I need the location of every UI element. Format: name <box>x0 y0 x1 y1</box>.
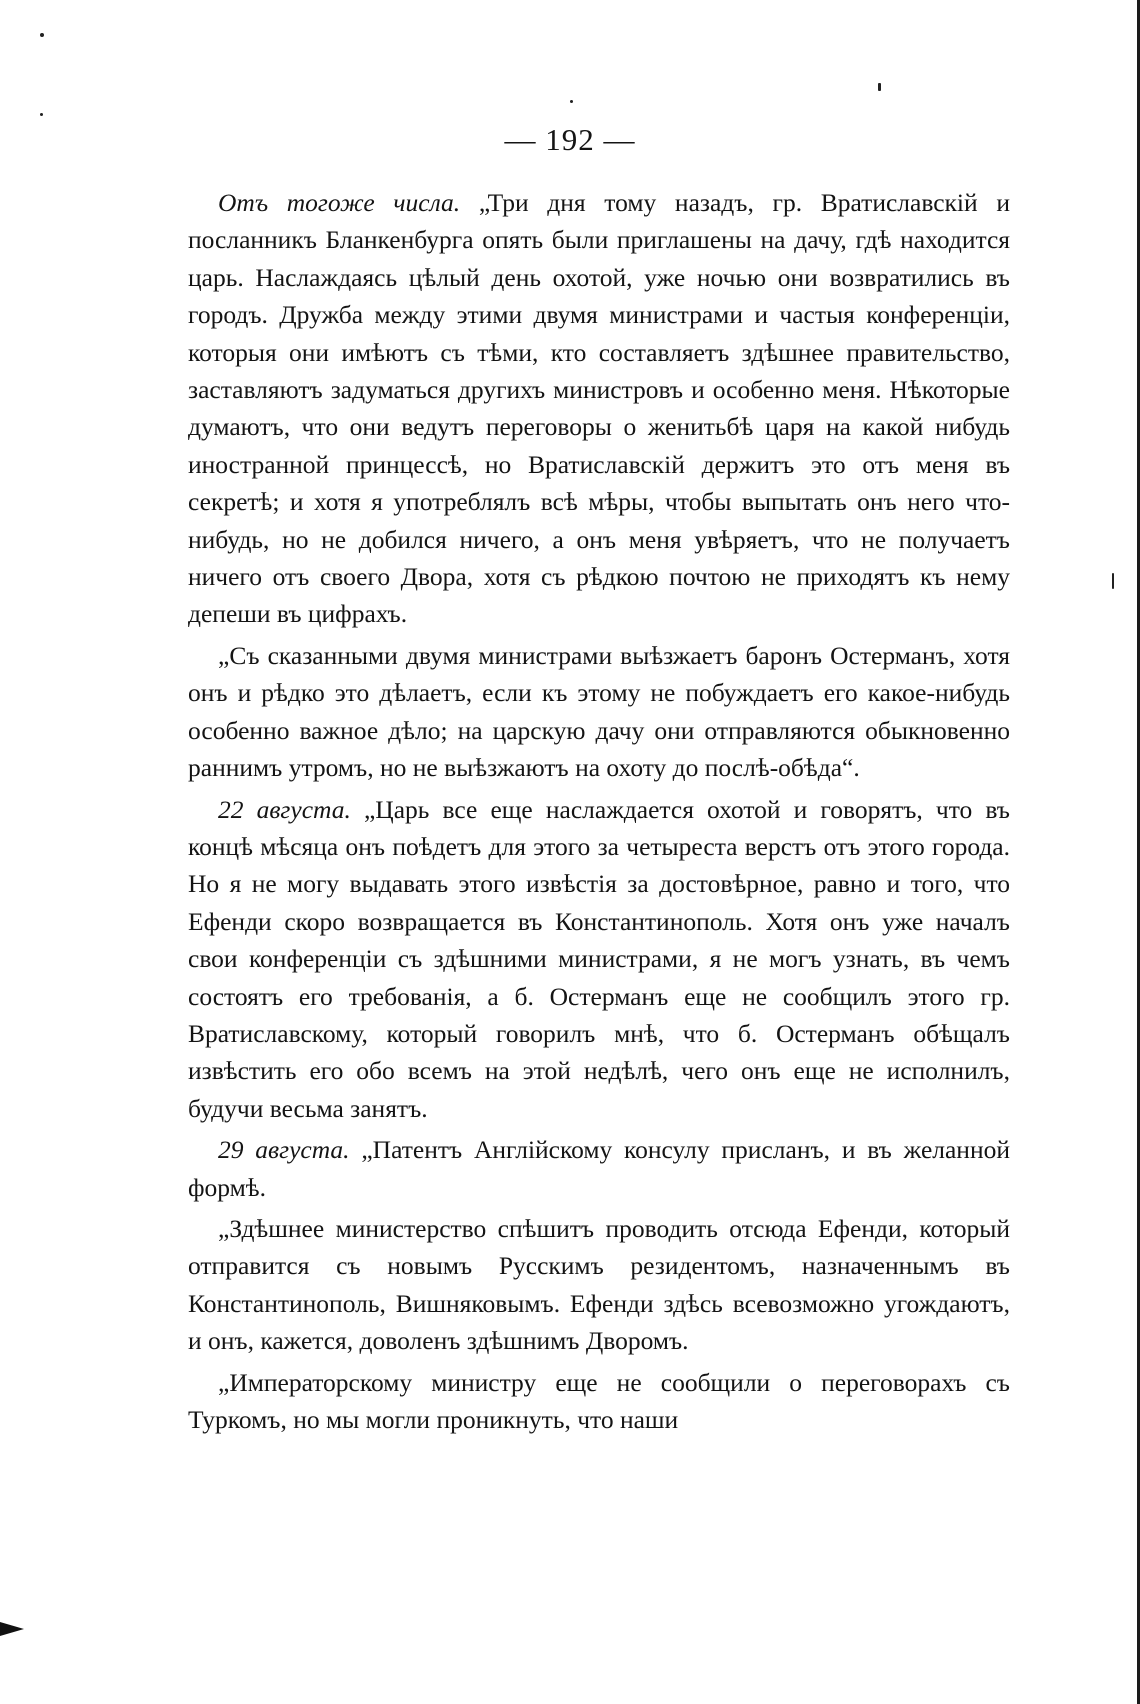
paragraph <box>188 1131 1010 1206</box>
entry-date: 22 августа. <box>218 794 351 824</box>
entry-date: Отъ тогоже числа. <box>218 188 461 217</box>
scan-speck <box>40 33 44 37</box>
paragraph-text: „Царь все еще наслаждается охотой и говорятъ, что въ концѣ мѣсяца онъ поѣдетъ для этого за четыреста верстъ отъ этого города. Но я не могу выдавать этого извѣстія за достовѣрное, равно и того, что Ефенди скоро возвращается въ Константинополь. Хотя онъ уже началъ свои конференціи съ здѣшними министрами, я не могъ узнать, въ чемъ состоятъ его требованія, а б. Остерманъ еще не сообщилъ этого гр. Вратиславскому, который говорилъ мнѣ, что б. Остерманъ обѣщалъ извѣстить его обо всемъ на этой недѣлѣ, чего онъ еще не исполнилъ, будучи весьма занятъ. <box>188 794 1010 1123</box>
paragraph <box>188 1210 1010 1360</box>
scan-speck <box>570 100 573 103</box>
scan-speck <box>878 83 881 91</box>
paragraph-text: „Здѣшнее министерство спѣшитъ проводить отсюда Ефенди, который отправится съ новымъ Русскимъ резидентомъ, назначеннымъ въ Константинополь, Вишняковымъ. Ефенди здѣсь всевозможно угождаютъ, и онъ, кажется, доволенъ здѣшнимъ Дворомъ. <box>188 1213 1010 1356</box>
paragraph <box>188 1364 1010 1439</box>
margin-arrow-icon <box>0 1622 24 1636</box>
paragraph <box>188 637 1010 787</box>
paragraph-text: „Императорскому министру еще не сообщили о переговорахъ съ Туркомъ, но мы могли проникнуть, что наши <box>188 1367 1010 1434</box>
document-body <box>188 184 1010 1442</box>
paragraph <box>188 184 1010 633</box>
page-number: — 192 — <box>504 122 636 157</box>
paragraph-text: „Три дня тому назадъ, гр. Вратиславскій и посланникъ Бланкенбурга опять были приглашены на дачу, гдѣ находится царь. Наслаждаясь цѣлый день охотой, уже ночью они возвратились въ городъ. Дружба между этими двумя министрами и частыя конференціи, которыя они имѣютъ съ тѣми, кто составляетъ здѣшнее правительство, заставляютъ задуматься другихъ министровъ и особенно меня. Нѣкоторые думаютъ, что они ведутъ переговоры о женитьбѣ царя на какой нибудь иностранной принцессѣ, но Вратиславскій держитъ это отъ меня въ секретѣ; и хотя я употреблялъ всѣ мѣры, чтобы выпытать онъ него что-нибудь, но не добился ничего, а онъ меня увѣряетъ, что не получаетъ ничего отъ своего Двора, хотя съ рѣдкою почтою не приходятъ къ нему депеши въ цифрахъ. <box>188 188 1010 629</box>
scan-speck <box>40 113 43 116</box>
paragraph-text: „Патентъ Англійскому консулу присланъ, и въ желанной формѣ. <box>188 1135 1010 1202</box>
paragraph <box>188 791 1010 1128</box>
scan-speck <box>1112 573 1114 589</box>
paragraph-text: „Съ сказанными двумя министрами выѣзжаетъ баронъ Остерманъ, хотя онъ и рѣдко это дѣлаетъ, если къ этому не побуждаетъ его какое-нибудь особенно важное дѣло; на царскую дачу они отправляются обыкновенно раннимъ утромъ, но не выѣзжаютъ на охоту до послѣ-обѣда“. <box>188 640 1010 783</box>
entry-date: 29 августа. <box>218 1135 350 1165</box>
